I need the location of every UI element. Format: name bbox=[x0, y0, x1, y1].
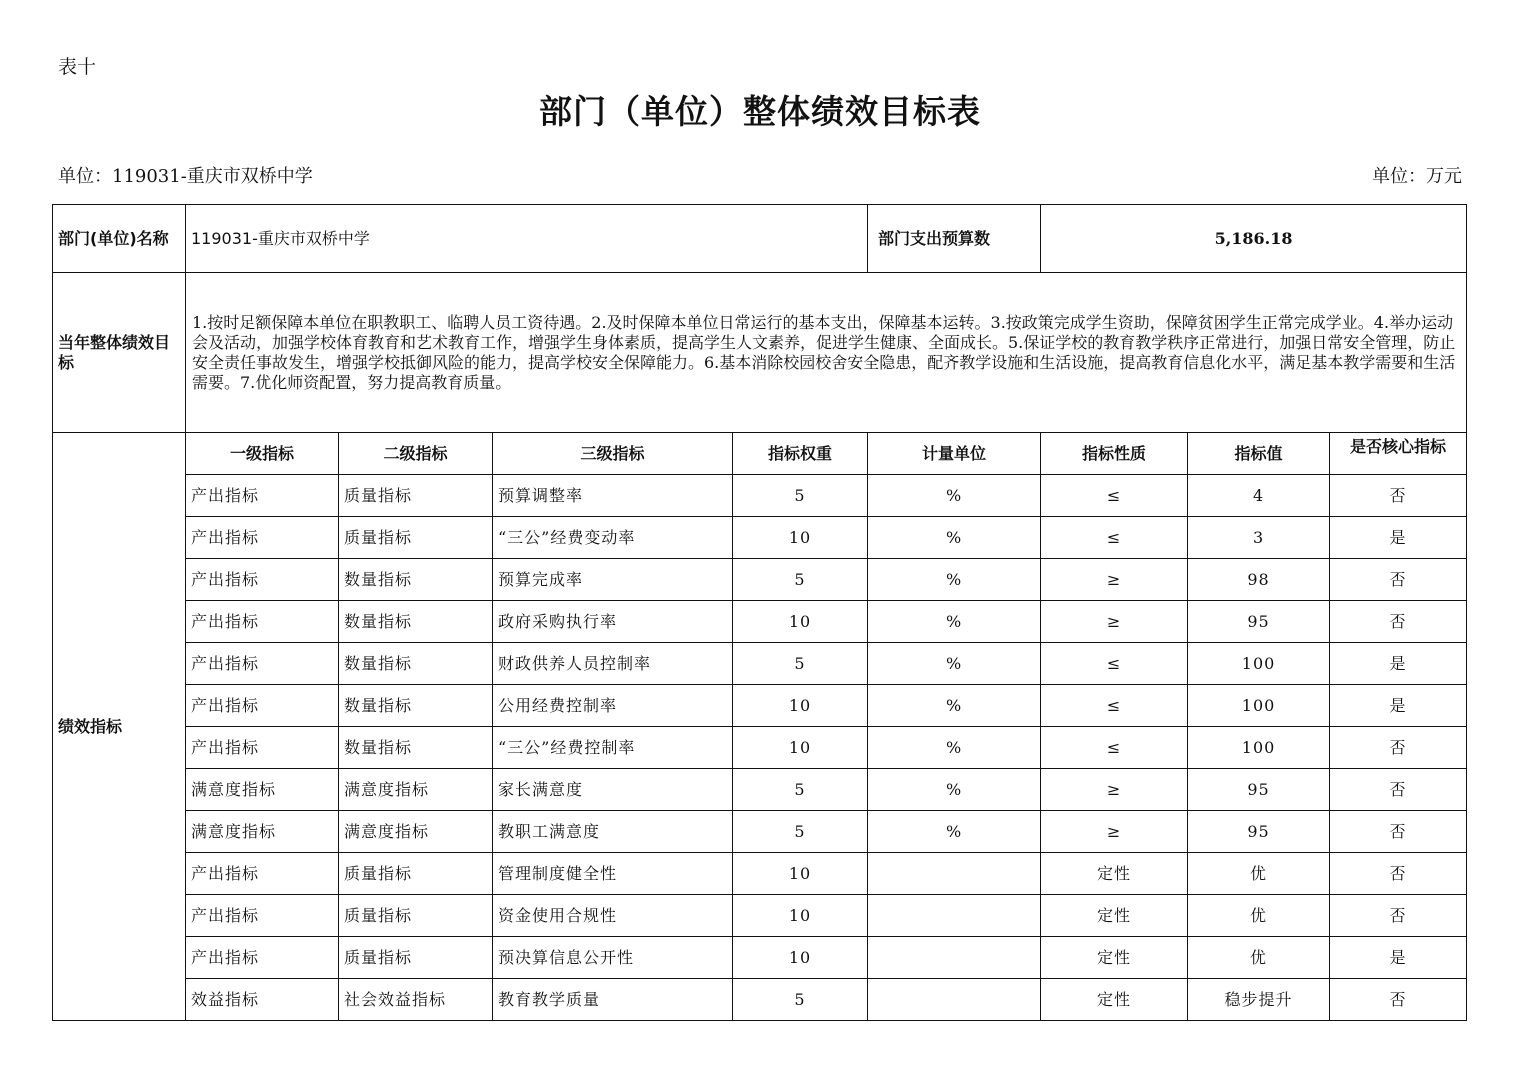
level1-cell: 产出指标 bbox=[186, 559, 339, 601]
nature-cell: ≤ bbox=[1041, 685, 1188, 727]
table-number: 表十 bbox=[58, 56, 97, 78]
unit-cell bbox=[868, 895, 1041, 937]
level2-cell: 质量指标 bbox=[339, 517, 493, 559]
table-row bbox=[53, 601, 1467, 643]
value-cell: 优 bbox=[1188, 895, 1330, 937]
dept-name: 119031-重庆市双桥中学 bbox=[186, 205, 868, 273]
col-header: 三级指标 bbox=[493, 433, 733, 475]
unit-cell: % bbox=[868, 727, 1041, 769]
core-cell: 否 bbox=[1330, 853, 1467, 895]
weight-cell: 5 bbox=[733, 811, 868, 853]
level2-cell: 数量指标 bbox=[339, 559, 493, 601]
level1-cell: 产出指标 bbox=[186, 937, 339, 979]
table-row bbox=[53, 559, 1467, 601]
level3-cell: 教育教学质量 bbox=[493, 979, 733, 1021]
nature-cell: ≤ bbox=[1041, 475, 1188, 517]
table-row bbox=[53, 517, 1467, 559]
col-header: 指标性质 bbox=[1041, 433, 1188, 475]
indicator-header-row bbox=[53, 433, 1467, 475]
goal-text: 1.按时足额保障本单位在职教职工、临聘人员工资待遇。2.及时保障本单位日常运行的基本支出，保障基本运转。3.按政策完成学生资助，保障贫困学生正常完成学业。4.举办运动会及活动，加强学校体育教育和艺术教育工作，增强学生身体素质，提高学生人文素养，促进学生健康、全面成长。5.保证学校的教育教学秩序正常进行，加强日常安全管理，防止安全责任事故发生，增强学校抵御风险的能力，提高学校安全保障能力。6.基本消除校园校舍安全隐患，配齐教学设施和生活设施，提高教育信息化水平，满足基本教学需要和生活需要。7.优化师资配置，努力提高教育质量。 bbox=[186, 273, 1467, 433]
unit-cell: % bbox=[868, 475, 1041, 517]
nature-cell: ≥ bbox=[1041, 601, 1188, 643]
level3-cell: 资金使用合规性 bbox=[493, 895, 733, 937]
goal-label: 当年整体绩效目标 bbox=[53, 273, 186, 433]
unit-organization: 单位：119031-重庆市双桥中学 bbox=[58, 166, 313, 187]
table-row bbox=[53, 685, 1467, 727]
unit-cell: % bbox=[868, 559, 1041, 601]
level3-cell: 公用经费控制率 bbox=[493, 685, 733, 727]
nature-cell: ≤ bbox=[1041, 643, 1188, 685]
core-cell: 否 bbox=[1330, 601, 1467, 643]
nature-cell: ≤ bbox=[1041, 727, 1188, 769]
value-cell: 98 bbox=[1188, 559, 1330, 601]
level3-cell: 教职工满意度 bbox=[493, 811, 733, 853]
core-cell: 否 bbox=[1330, 895, 1467, 937]
value-cell: 95 bbox=[1188, 601, 1330, 643]
nature-cell: 定性 bbox=[1041, 853, 1188, 895]
unit-cell bbox=[868, 853, 1041, 895]
table-row bbox=[53, 811, 1467, 853]
unit-cell: % bbox=[868, 517, 1041, 559]
core-cell: 否 bbox=[1330, 979, 1467, 1021]
value-cell: 4 bbox=[1188, 475, 1330, 517]
value-cell: 优 bbox=[1188, 853, 1330, 895]
unit-cell bbox=[868, 979, 1041, 1021]
level3-cell: 家长满意度 bbox=[493, 769, 733, 811]
nature-cell: ≥ bbox=[1041, 559, 1188, 601]
value-cell: 100 bbox=[1188, 727, 1330, 769]
unit-cell: % bbox=[868, 685, 1041, 727]
weight-cell: 10 bbox=[733, 853, 868, 895]
table-row bbox=[53, 727, 1467, 769]
table-row bbox=[53, 643, 1467, 685]
col-header: 一级指标 bbox=[186, 433, 339, 475]
nature-cell: 定性 bbox=[1041, 895, 1188, 937]
budget-value: 5,186.18 bbox=[1041, 205, 1467, 273]
value-cell: 95 bbox=[1188, 811, 1330, 853]
col-header: 指标权重 bbox=[733, 433, 868, 475]
weight-cell: 5 bbox=[733, 979, 868, 1021]
table-row bbox=[53, 853, 1467, 895]
core-cell: 否 bbox=[1330, 769, 1467, 811]
level1-cell: 产出指标 bbox=[186, 517, 339, 559]
level1-cell: 产出指标 bbox=[186, 475, 339, 517]
col-header: 指标值 bbox=[1188, 433, 1330, 475]
core-cell: 否 bbox=[1330, 559, 1467, 601]
weight-cell: 10 bbox=[733, 895, 868, 937]
core-cell: 是 bbox=[1330, 685, 1467, 727]
level1-cell: 产出指标 bbox=[186, 727, 339, 769]
value-cell: 100 bbox=[1188, 685, 1330, 727]
col-header: 二级指标 bbox=[339, 433, 493, 475]
core-cell: 否 bbox=[1330, 475, 1467, 517]
nature-cell: ≤ bbox=[1041, 517, 1188, 559]
unit-cell: % bbox=[868, 811, 1041, 853]
table-row bbox=[53, 769, 1467, 811]
page-title: 部门（单位）整体绩效目标表 bbox=[539, 92, 981, 131]
table-row bbox=[53, 895, 1467, 937]
core-cell: 是 bbox=[1330, 517, 1467, 559]
weight-cell: 10 bbox=[733, 937, 868, 979]
value-cell: 100 bbox=[1188, 643, 1330, 685]
level3-cell: 管理制度健全性 bbox=[493, 853, 733, 895]
nature-cell: 定性 bbox=[1041, 979, 1188, 1021]
level1-cell: 产出指标 bbox=[186, 853, 339, 895]
level2-cell: 质量指标 bbox=[339, 853, 493, 895]
dept-row bbox=[53, 205, 1467, 273]
level3-cell: 财政供养人员控制率 bbox=[493, 643, 733, 685]
weight-cell: 5 bbox=[733, 559, 868, 601]
performance-goal-table bbox=[52, 204, 1467, 1021]
level3-cell: “三公”经费变动率 bbox=[493, 517, 733, 559]
col-header: 计量单位 bbox=[868, 433, 1041, 475]
level1-cell: 效益指标 bbox=[186, 979, 339, 1021]
core-cell: 否 bbox=[1330, 811, 1467, 853]
table-row bbox=[53, 937, 1467, 979]
weight-cell: 5 bbox=[733, 475, 868, 517]
level2-cell: 社会效益指标 bbox=[339, 979, 493, 1021]
value-cell: 3 bbox=[1188, 517, 1330, 559]
level2-cell: 数量指标 bbox=[339, 601, 493, 643]
nature-cell: ≥ bbox=[1041, 769, 1188, 811]
weight-cell: 10 bbox=[733, 685, 868, 727]
weight-cell: 5 bbox=[733, 769, 868, 811]
unit-cell: % bbox=[868, 601, 1041, 643]
weight-cell: 5 bbox=[733, 643, 868, 685]
table-row bbox=[53, 475, 1467, 517]
col-header: 是否核心指标 bbox=[1330, 433, 1467, 475]
dept-label: 部门(单位)名称 bbox=[53, 205, 186, 273]
core-cell: 是 bbox=[1330, 937, 1467, 979]
level2-cell: 数量指标 bbox=[339, 685, 493, 727]
level1-cell: 满意度指标 bbox=[186, 769, 339, 811]
weight-cell: 10 bbox=[733, 601, 868, 643]
table-row bbox=[53, 979, 1467, 1021]
goal-row bbox=[53, 273, 1467, 433]
level2-cell: 满意度指标 bbox=[339, 811, 493, 853]
nature-cell: ≥ bbox=[1041, 811, 1188, 853]
unit-currency: 单位：万元 bbox=[1372, 166, 1462, 187]
nature-cell: 定性 bbox=[1041, 937, 1188, 979]
level1-cell: 产出指标 bbox=[186, 685, 339, 727]
core-cell: 是 bbox=[1330, 643, 1467, 685]
level3-cell: 预决算信息公开性 bbox=[493, 937, 733, 979]
level1-cell: 产出指标 bbox=[186, 895, 339, 937]
unit-cell: % bbox=[868, 643, 1041, 685]
level2-cell: 质量指标 bbox=[339, 937, 493, 979]
level1-cell: 满意度指标 bbox=[186, 811, 339, 853]
level1-cell: 产出指标 bbox=[186, 601, 339, 643]
unit-cell bbox=[868, 937, 1041, 979]
budget-label: 部门支出预算数 bbox=[868, 205, 1041, 273]
level3-cell: 政府采购执行率 bbox=[493, 601, 733, 643]
level2-cell: 质量指标 bbox=[339, 895, 493, 937]
level2-cell: 数量指标 bbox=[339, 643, 493, 685]
level2-cell: 数量指标 bbox=[339, 727, 493, 769]
core-cell: 否 bbox=[1330, 727, 1467, 769]
level3-cell: 预算调整率 bbox=[493, 475, 733, 517]
unit-cell: % bbox=[868, 769, 1041, 811]
level3-cell: 预算完成率 bbox=[493, 559, 733, 601]
value-cell: 稳步提升 bbox=[1188, 979, 1330, 1021]
level3-cell: “三公”经费控制率 bbox=[493, 727, 733, 769]
weight-cell: 10 bbox=[733, 727, 868, 769]
value-cell: 优 bbox=[1188, 937, 1330, 979]
level1-cell: 产出指标 bbox=[186, 643, 339, 685]
value-cell: 95 bbox=[1188, 769, 1330, 811]
level2-cell: 满意度指标 bbox=[339, 769, 493, 811]
weight-cell: 10 bbox=[733, 517, 868, 559]
level2-cell: 质量指标 bbox=[339, 475, 493, 517]
indicator-section-label: 绩效指标 bbox=[53, 433, 186, 1021]
